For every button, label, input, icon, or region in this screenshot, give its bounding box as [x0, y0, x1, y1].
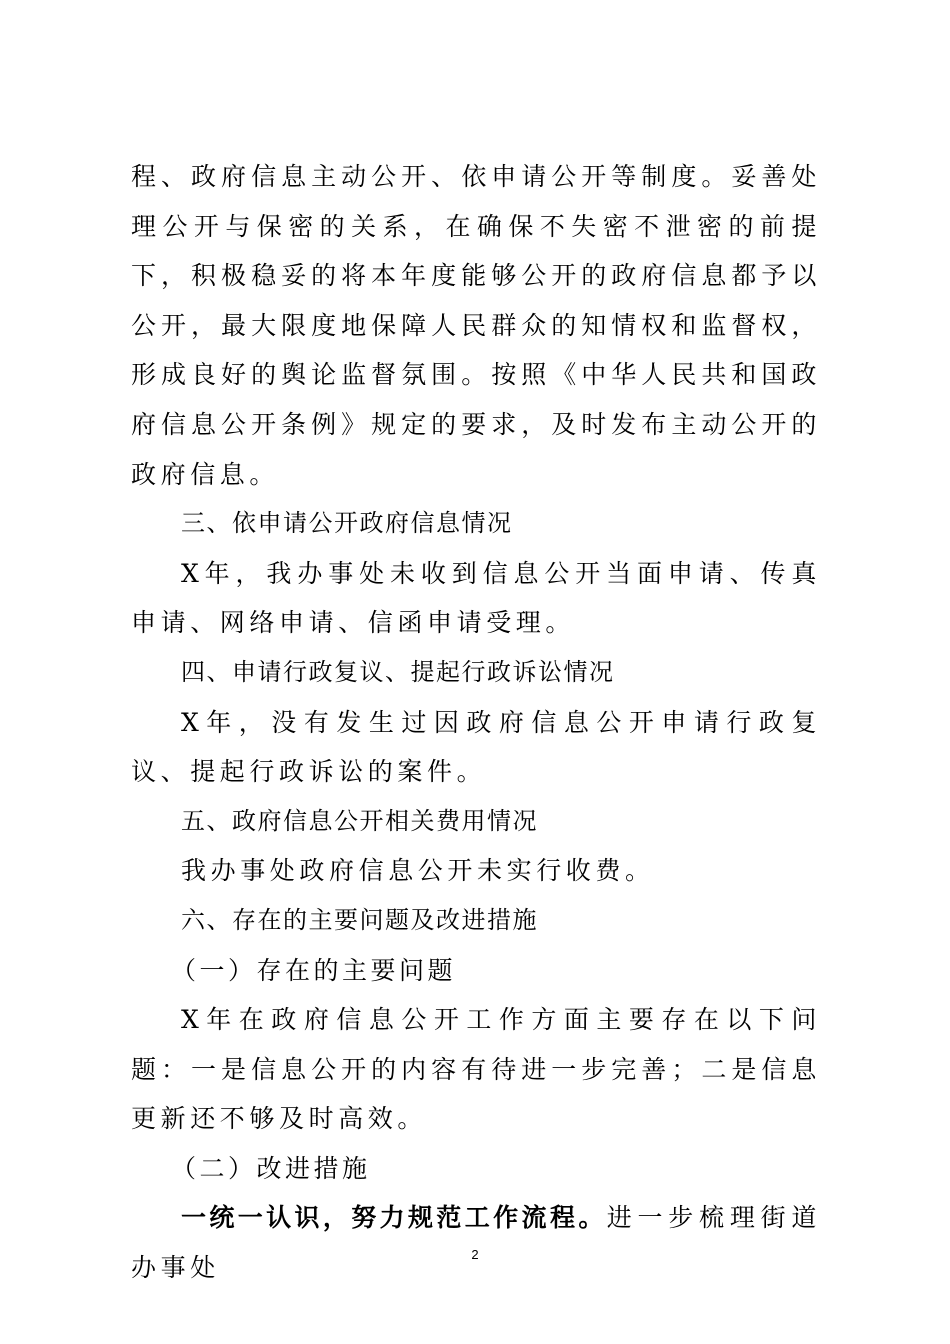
heading-section-4: 四、申请行政复议、提起行政诉讼情况 [181, 657, 615, 686]
subheading-improvement-measures: （二）改进措施 [171, 1153, 371, 1183]
subheading-main-problems: （一）存在的主要问题 [171, 955, 457, 985]
paragraph-improvement-measures [131, 1193, 821, 1292]
heading-section-5: 五、政府信息公开相关费用情况 [181, 806, 538, 835]
paragraph-main-problems: X年在政府信息公开工作方面主要存在以下问题：一是信息公开的内容有待进一步完善；二是信息更新还不够及时高效。 [131, 1005, 821, 1134]
document-body [131, 152, 821, 1293]
paragraph-section-4: X年，没有发生过因政府信息公开申请行政复议、提起行政诉讼的案件。 [131, 707, 821, 787]
bold-lead-text: 一统一认识，努力规范工作流程。 [181, 1203, 607, 1233]
paragraph-disclosure-system: 程、政府信息主动公开、依申请公开等制度。妥善处理公开与保密的关系，在确保不失密不泄密的前提下，积极稳妥的将本年度能够公开的政府信息都予以公开，最大限度地保障人民群众的知情权和监督权，形成良好的舆论监督氛围。按照《中华人民共和国政府信息公开条例》规定的要求，及时发布主动公开的政府信息。 [131, 162, 821, 489]
heading-section-6: 六、存在的主要问题及改进措施 [181, 905, 538, 934]
heading-section-3: 三、依申请公开政府信息情况 [181, 509, 513, 538]
page-number: 2 [471, 1247, 479, 1262]
paragraph-section-5: 我办事处政府信息公开未实行收费。 [181, 856, 655, 886]
paragraph-continuation-text: 进一步梳理街道办事处 [131, 1203, 821, 1283]
paragraph-section-3: X年，我办事处未收到信息公开当面申请、传真申请、网络申请、信函申请受理。 [131, 558, 821, 638]
